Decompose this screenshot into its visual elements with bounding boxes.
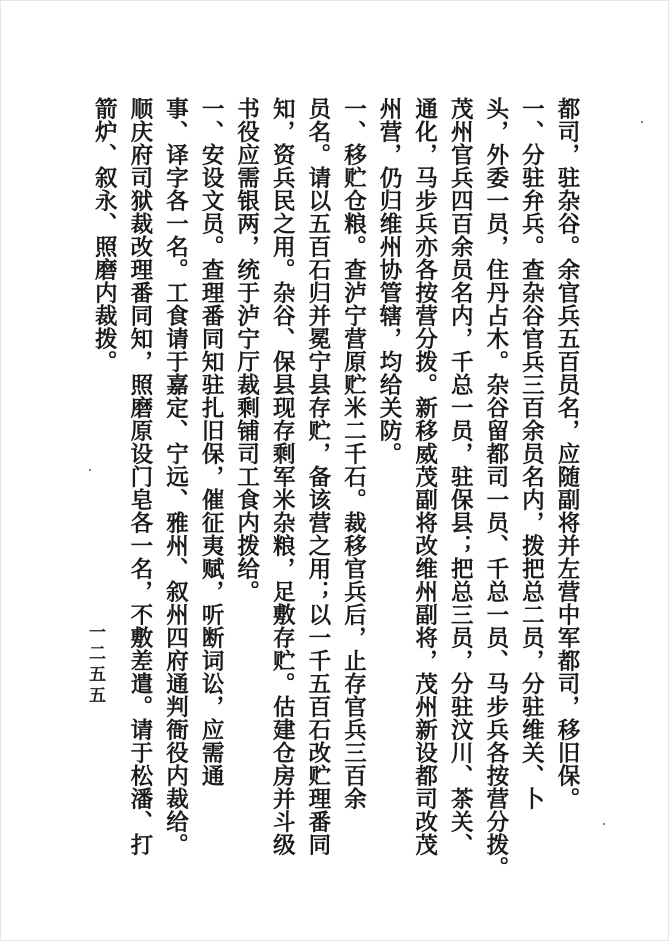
text-column-2: 一、分驻弁兵。查杂谷官兵三百余员名内，拨把总二员，分驻维关、卜: [518, 97, 545, 810]
text-column-6: 州营，仍归维州协管辖，均给关防。: [376, 97, 403, 465]
text-column-13: 顺庆府司狱裁改理番同知，照磨原设门皂各一名，不敷差遣。请于松潘、打: [126, 97, 153, 856]
scan-speck: [89, 469, 91, 471]
scan-speck: [603, 823, 605, 825]
text-column-1: 都司，驻杂谷。余官兵五百员名，应随副将并左营中军都司，移旧保。: [554, 97, 580, 810]
text-column-7: 一、移贮仓粮。查泸宁营原贮米二千石。裁移官兵后，止存官兵三百余: [340, 97, 367, 810]
scan-speck: [641, 121, 643, 123]
page-number: 一二五五: [85, 623, 105, 707]
text-column-3: 头，外委一员，住丹占木。杂谷留都司一员、千总一员、马步兵各按营分拨。: [482, 97, 509, 879]
text-column-14: 箭炉、叙永、照磨内裁拨。: [91, 97, 118, 373]
text-column-5: 通化，马步兵亦各按营分拨。新移威茂副将改维州副将，茂州新设都司改茂: [411, 97, 438, 856]
text-column-10: 书役应需银两，统于泸宁厅裁剩铺司工食内拨给。: [233, 97, 260, 603]
text-column-12: 事、译字各一名。工食请于嘉定、宁远、雅州、叙州四府通判衙役内裁给。: [162, 97, 189, 856]
vertical-text-body: [86, 97, 584, 879]
text-column-11: 一、安设文员。查理番同知驻扎旧保，催征夷赋，听断词讼，应需通: [198, 97, 225, 787]
text-column-4: 茂州官兵四百余员名内，千总一员，驻保县；把总三员，分驻汶川、茶关、: [447, 97, 474, 856]
text-column-8: 员名。请以五百石归并冕宁县存贮，备该营之用；以一千五百石改贮理番同: [304, 97, 331, 856]
text-column-9: 知，资兵民之用。杂谷、保县现存剩军米杂粮，足敷存贮。估建仓房并斗级: [269, 97, 296, 856]
